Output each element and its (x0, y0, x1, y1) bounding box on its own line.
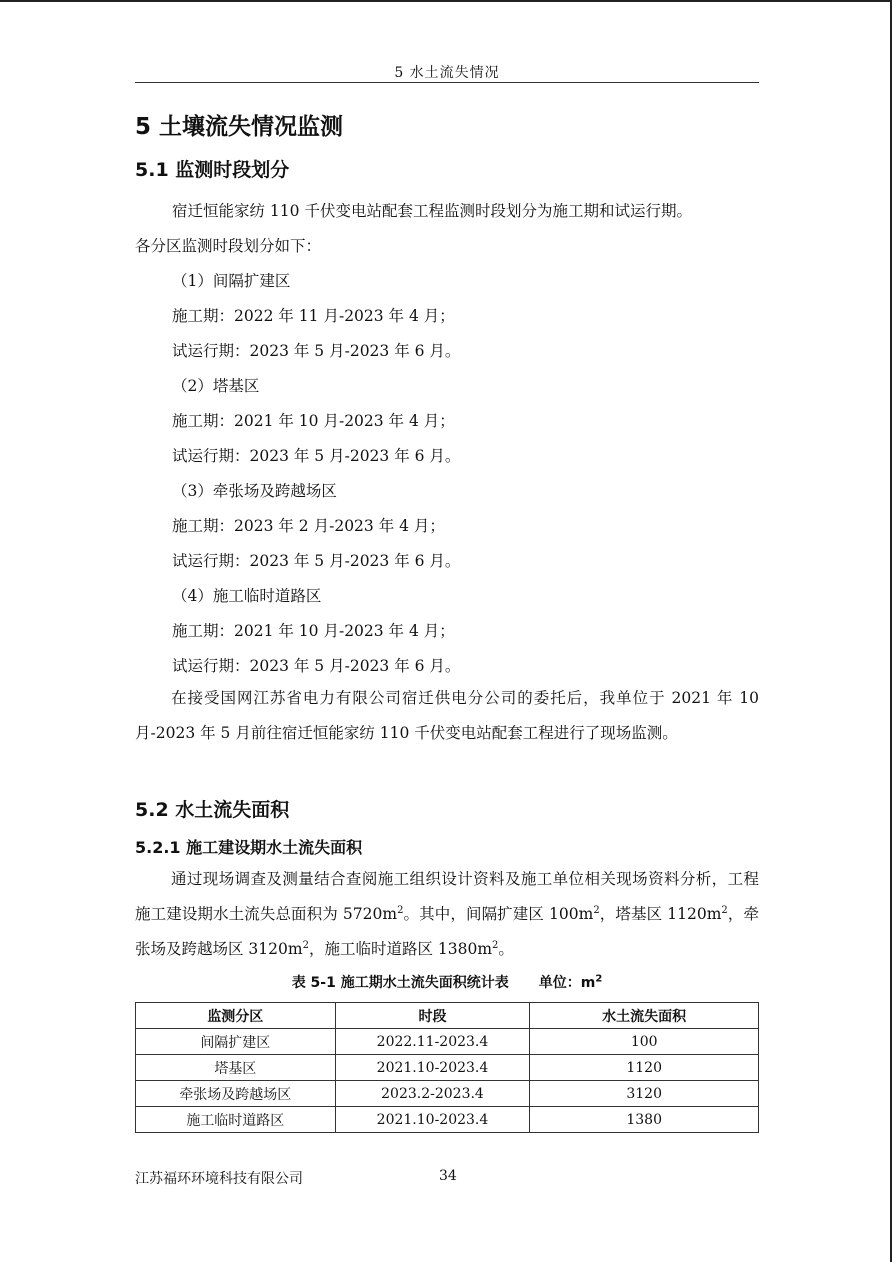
zone-4-name: （4）施工临时道路区 (172, 587, 322, 605)
monitoring-paragraph: 在接受国网江苏省电力有限公司宿迁供电分公司的委托后，我单位于 2021 年 10 月-2023 年 5 月前往宿迁恒能家纺 110 千伏变电站配套工程进行了现场监测。 (135, 689, 759, 742)
table-unit (539, 975, 603, 991)
zone-3-name: （3）牵张场及跨越场区 (172, 482, 337, 500)
table-cell: 施工临时道路区 (136, 1107, 336, 1133)
table-cell: 塔基区 (136, 1055, 336, 1081)
page-number: 34 (439, 1168, 457, 1184)
area-paragraph (135, 862, 759, 967)
area-text-c: ，塔基区 1120m (599, 905, 722, 923)
section-5-2-1-title: 5.2.1 施工建设期水土流失面积 (135, 838, 363, 857)
table-caption (135, 972, 759, 992)
table-cell: 2022.11-2023.4 (335, 1029, 530, 1055)
table-row (136, 1055, 759, 1081)
zone-1-trial: 试运行期：2023 年 5 月-2023 年 6 月。 (172, 342, 461, 360)
area-text-b: 。其中，间隔扩建区 100m (403, 905, 594, 923)
zone-2-construction: 施工期：2021 年 10 月-2023 年 4 月； (172, 412, 455, 430)
area-text-f: 。 (498, 940, 514, 958)
zone-3-trial: 试运行期：2023 年 5 月-2023 年 6 月。 (172, 552, 461, 570)
header-period: 时段 (335, 1003, 530, 1029)
table-unit-text: 单位：m (538, 975, 596, 991)
table-caption-text: 表 5-1 施工期水土流失面积统计表 (291, 975, 509, 991)
footer-company: 江苏福环环境科技有限公司 (135, 1171, 303, 1187)
zone-2-trial: 试运行期：2023 年 5 月-2023 年 6 月。 (172, 447, 461, 465)
sup-5: 2 (492, 939, 499, 951)
sup-4: 2 (302, 939, 309, 951)
page-top-border (0, 0, 892, 2)
zone-4-construction: 施工期：2021 年 10 月-2023 年 4 月； (172, 622, 455, 640)
table-cell: 牵张场及跨越场区 (136, 1081, 336, 1107)
erosion-area-table (135, 1002, 759, 1133)
table-cell: 100 (530, 1029, 759, 1055)
zone-1-construction: 施工期：2022 年 11 月-2023 年 4 月； (172, 307, 455, 325)
zone-2-name: （2）塔基区 (172, 377, 260, 395)
chapter-title: 5 土壤流失情况监测 (135, 114, 344, 140)
table-cell: 1380 (530, 1107, 759, 1133)
zone-4-trial: 试运行期：2023 年 5 月-2023 年 6 月。 (172, 657, 461, 675)
header-zone: 监测分区 (136, 1003, 336, 1029)
table-cell: 2021.10-2023.4 (335, 1055, 530, 1081)
area-text-e: ，施工临时道路区 1380m (308, 940, 493, 958)
table-header-row (136, 1003, 759, 1029)
table-cell: 2023.2-2023.4 (335, 1081, 530, 1107)
sup-2: 2 (593, 904, 600, 916)
table-row (136, 1081, 759, 1107)
sup-1: 2 (397, 904, 404, 916)
header-rule (135, 82, 759, 83)
table-cell: 3120 (530, 1081, 759, 1107)
table-cell: 1120 (530, 1055, 759, 1081)
intro-line-1: 宿迁恒能家纺 110 千伏变电站配套工程监测时段划分为施工期和试运行期。 (172, 202, 692, 220)
sup-3: 2 (721, 904, 728, 916)
zone-1-name: （1）间隔扩建区 (172, 272, 291, 290)
table-row (136, 1029, 759, 1055)
section-5-2-title: 5.2 水土流失面积 (135, 799, 290, 821)
area-text-a: 通过现场调查及测量结合查阅施工组织设计资料及施工单位相关现场资料分析，工程施工建设期水土流失总面积为 5720m (135, 870, 759, 923)
running-header: 5 水土流失情况 (394, 65, 500, 81)
intro-line-2: 各分区监测时段划分如下： (135, 237, 322, 255)
table-row (136, 1107, 759, 1133)
table-unit-sup: 2 (595, 973, 603, 985)
area-text-d: ，牵张场及跨越场区 3120m (135, 905, 759, 958)
section-5-1-title: 5.1 监测时段划分 (135, 159, 290, 181)
table-cell: 2021.10-2023.4 (335, 1107, 530, 1133)
zone-3-construction: 施工期：2023 年 2 月-2023 年 4 月； (172, 517, 445, 535)
header-area: 水土流失面积 (530, 1003, 759, 1029)
table-cell: 间隔扩建区 (136, 1029, 336, 1055)
